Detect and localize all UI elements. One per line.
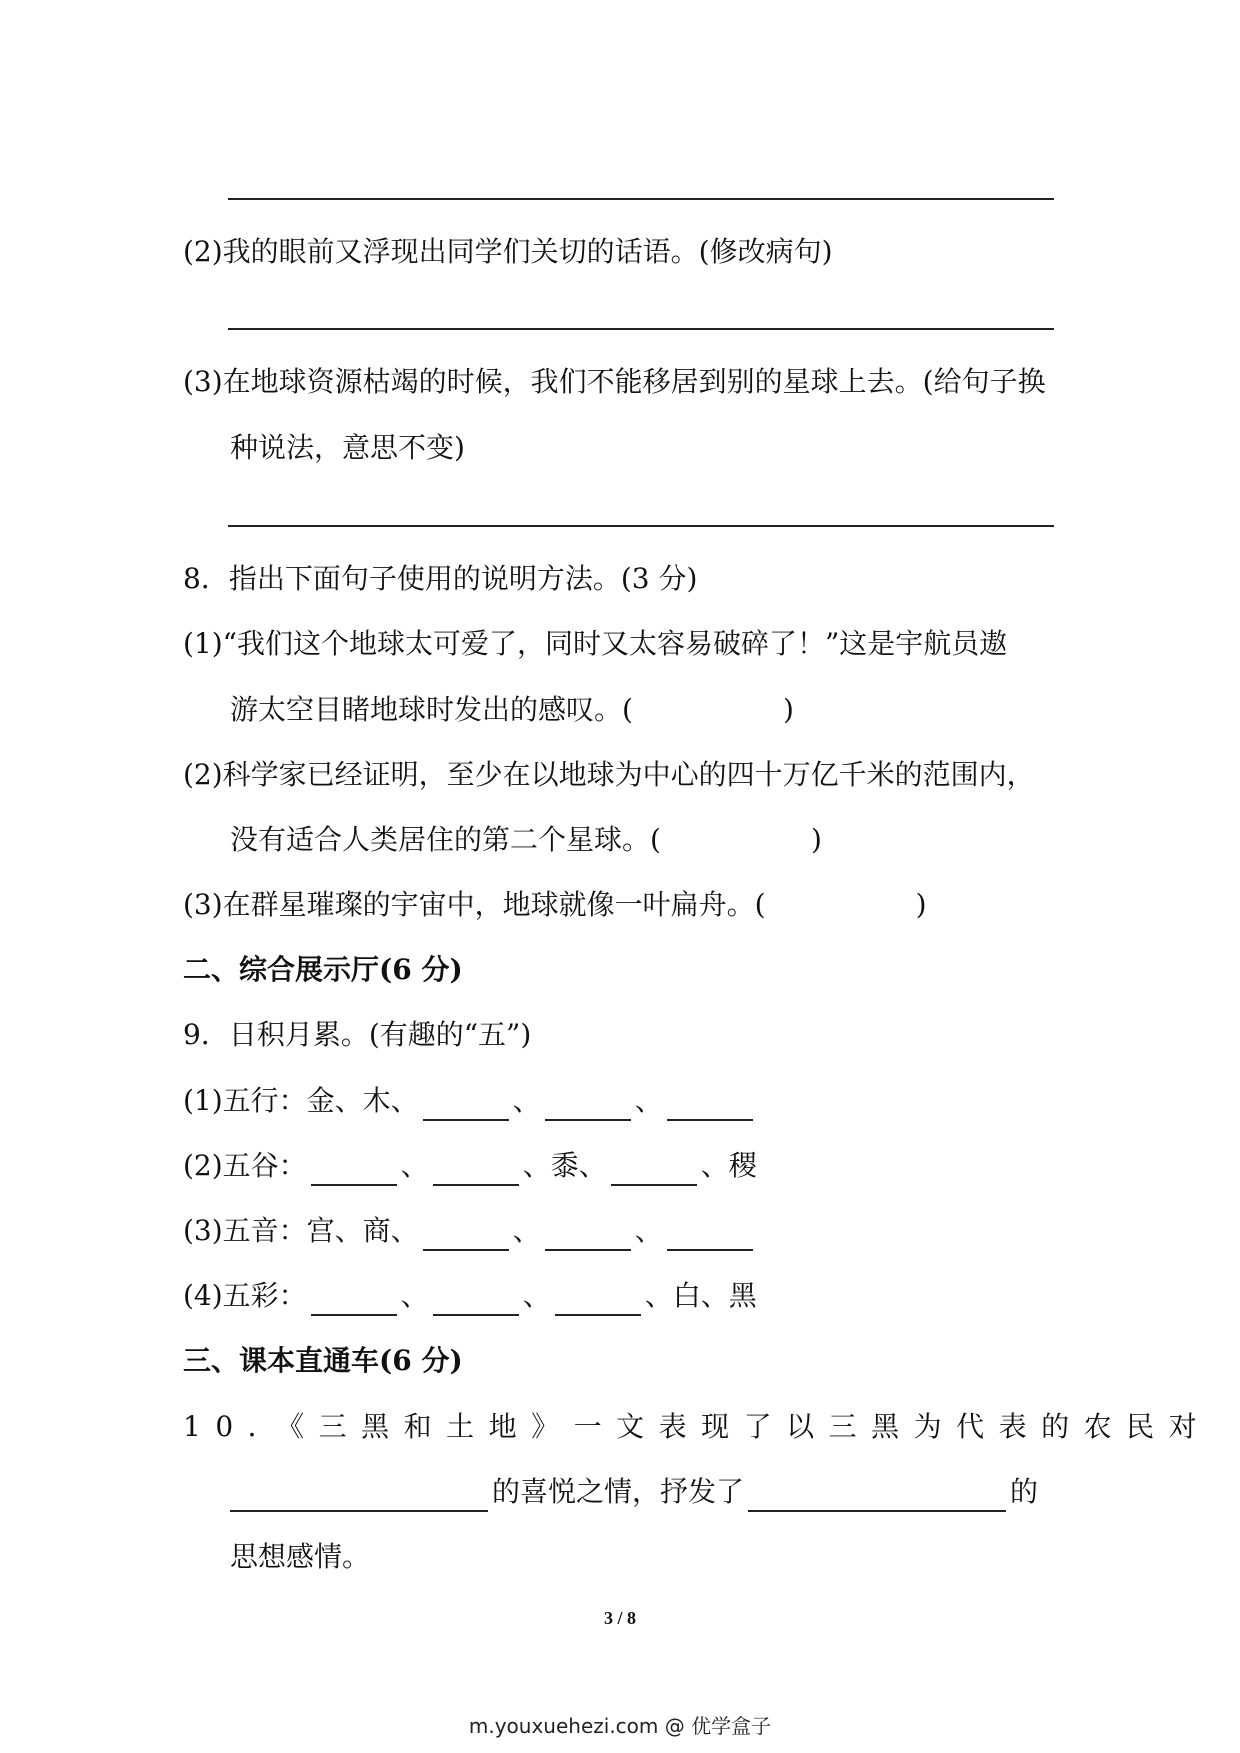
q9-row-3-label: (3)五音：宫、商、: [183, 1214, 419, 1247]
q8-item-1-line-2: [230, 690, 794, 730]
answer-line-1: [228, 198, 1054, 200]
q9-row-4: [183, 1276, 757, 1316]
q8-close-paren-2: ): [810, 823, 822, 856]
q9-row-1-blank-2[interactable]: [545, 1089, 631, 1121]
answer-line-3: [228, 525, 1054, 527]
footer-watermark: m.youxuehezi.com @ 优学盒子: [468, 1714, 772, 1738]
separator: 、: [400, 1279, 429, 1312]
q7-item-3-line-1: (3)在地球资源枯竭的时候，我们不能移居到别的星球上去。(给句子换: [183, 365, 1046, 398]
q9-row-2-blank-3[interactable]: [611, 1154, 697, 1186]
q9-row-2: [183, 1146, 757, 1186]
section-3-heading: 三、课本直通车(6 分): [183, 1344, 463, 1377]
q10-line-2: [230, 1472, 1038, 1512]
q9-row-2-mid: 黍、: [550, 1149, 607, 1182]
q9-row-4-end: 白、黑: [672, 1279, 757, 1312]
q9-row-2-end: 稷: [728, 1149, 757, 1182]
q8-item-1-line-1: (1)“我们这个地球太可爱了，同时又太容易破碎了！”这是宇航员遨: [183, 627, 1008, 660]
q10-line-3: 思想感情。: [230, 1540, 371, 1573]
q9-row-3-blank-2[interactable]: [545, 1219, 631, 1251]
q8-item-1-text: 游太空目睹地球时发出的感叹。(: [230, 693, 633, 726]
q8-item-2-line-2: [230, 820, 822, 860]
q10-line-1: 10．《三黑和土地》一文表现了以三黑为代表的农民对: [183, 1410, 1212, 1443]
section-2-heading: 二、综合展示厅(6 分): [183, 953, 463, 986]
q9-row-4-blank-2[interactable]: [433, 1284, 519, 1316]
q9-row-4-blank-1[interactable]: [311, 1284, 397, 1316]
q8-close-paren-3: ): [915, 888, 927, 921]
separator: 、: [522, 1279, 551, 1312]
q9-row-2-blank-2[interactable]: [433, 1154, 519, 1186]
q9-row-1-label: (1)五行：金、木、: [183, 1084, 419, 1117]
q8-item-3-text: (3)在群星璀璨的宇宙中，地球就像一叶扁舟。(: [183, 888, 766, 921]
q9-row-1-blank-3[interactable]: [667, 1089, 753, 1121]
q8-close-paren-1: ): [782, 693, 794, 726]
q9-row-3-blank-3[interactable]: [667, 1219, 753, 1251]
q8-title: 8．指出下面句子使用的说明方法。(3 分): [183, 562, 698, 595]
q7-item-2: (2)我的眼前又浮现出同学们关切的话语。(修改病句): [183, 235, 833, 268]
q9-row-3: [183, 1211, 757, 1251]
separator: 、: [700, 1149, 729, 1182]
q9-row-4-label: (4)五彩：: [183, 1279, 307, 1312]
q9-row-1: [183, 1081, 757, 1121]
q10-blank-1[interactable]: [230, 1480, 488, 1512]
separator: 、: [634, 1084, 663, 1117]
q7-item-3-line-2: 种说法，意思不变): [230, 431, 465, 464]
separator: 、: [400, 1149, 429, 1182]
q9-row-3-blank-1[interactable]: [423, 1219, 509, 1251]
separator: 、: [512, 1214, 541, 1247]
q10-blank-2[interactable]: [748, 1480, 1006, 1512]
q10-mid-2: 的: [1010, 1475, 1039, 1508]
q8-item-2-line-1: (2)科学家已经证明，至少在以地球为中心的四十万亿千米的范围内，: [183, 758, 1035, 791]
q8-item-2-text: 没有适合人类居住的第二个星球。(: [230, 823, 661, 856]
q9-row-1-blank-1[interactable]: [423, 1089, 509, 1121]
page-number: 3 / 8: [603, 1608, 636, 1628]
q8-item-3: [183, 885, 927, 925]
separator: 、: [522, 1149, 551, 1182]
q9-row-2-label: (2)五谷：: [183, 1149, 307, 1182]
answer-line-2: [228, 328, 1054, 330]
q9-row-2-blank-1[interactable]: [311, 1154, 397, 1186]
q9-row-4-blank-3[interactable]: [555, 1284, 641, 1316]
separator: 、: [512, 1084, 541, 1117]
separator: 、: [644, 1279, 673, 1312]
q10-mid-1: 的喜悦之情，抒发了: [492, 1475, 745, 1508]
separator: 、: [634, 1214, 663, 1247]
q9-title: 9．日积月累。(有趣的“五”): [183, 1018, 532, 1051]
